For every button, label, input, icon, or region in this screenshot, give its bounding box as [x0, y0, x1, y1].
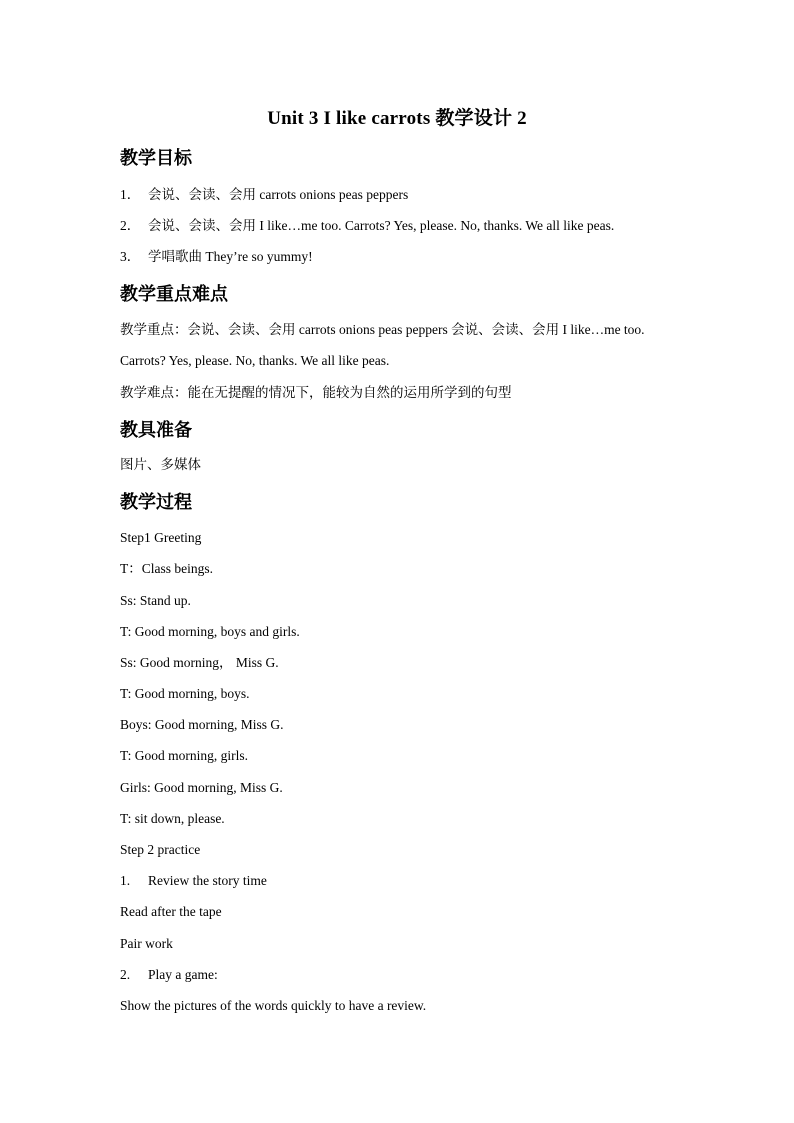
process-line: Step1 Greeting: [120, 530, 202, 545]
process-number: 1.: [120, 873, 131, 888]
difficulty-line: 教学难点：能在无提醒的情况下，能较为自然的运用所学到的句型: [120, 385, 512, 400]
process-line: Ss: Good morning， Miss G.: [120, 655, 279, 670]
process-line: T: Good morning, boys.: [120, 686, 250, 701]
process-numbered-item: [120, 966, 218, 984]
objective-number: 1．: [120, 187, 141, 202]
heading-objectives: 教学目标: [120, 148, 192, 168]
process-line: Show the pictures of the words quickly to have a review.: [120, 998, 427, 1013]
process-line: T: Good morning, boys and girls.: [120, 624, 300, 639]
objective-item: [120, 248, 313, 266]
process-line: Girls: Good morning, Miss G.: [120, 780, 283, 795]
process-line: T: Good morning, girls.: [120, 748, 248, 763]
process-numbered-item: [120, 872, 267, 890]
process-number: 2.: [120, 967, 131, 982]
heading-materials: 教具准备: [120, 420, 192, 440]
heading-key-points: 教学重点难点: [120, 284, 228, 304]
process-numbered-text: Review the story time: [148, 873, 267, 888]
process-line: Boys: Good morning, Miss G.: [120, 717, 284, 732]
document-title: Unit 3 I like carrots 教学设计 2: [267, 108, 527, 129]
objective-text: 会说、会读、会用 carrots onions peas peppers: [148, 187, 409, 202]
process-line: T: sit down, please.: [120, 811, 225, 826]
process-line: Read after the tape: [120, 904, 222, 919]
objective-number: 2．: [120, 218, 141, 233]
process-line: Step 2 practice: [120, 842, 201, 857]
key-point-line: 教学重点：会说、会读、会用 carrots onions peas peppers 会说、会读、会用 I like…me too.: [120, 322, 645, 337]
objective-item: [120, 186, 408, 204]
process-line: Pair work: [120, 936, 173, 951]
objective-text: 学唱歌曲 They’re so yummy!: [148, 249, 313, 264]
process-numbered-text: Play a game:: [148, 967, 218, 982]
process-line: T：Class beings.: [120, 561, 213, 576]
materials-line: 图片、多媒体: [120, 457, 201, 472]
heading-process: 教学过程: [120, 492, 192, 512]
objective-item: [120, 217, 614, 235]
key-point-line: Carrots? Yes, please. No, thanks. We all like peas.: [120, 353, 390, 368]
process-line: Ss: Stand up.: [120, 593, 191, 608]
objective-text: 会说、会读、会用 I like…me too. Carrots? Yes, please. No, thanks. We all like peas.: [148, 218, 615, 233]
objective-number: 3．: [120, 249, 141, 264]
